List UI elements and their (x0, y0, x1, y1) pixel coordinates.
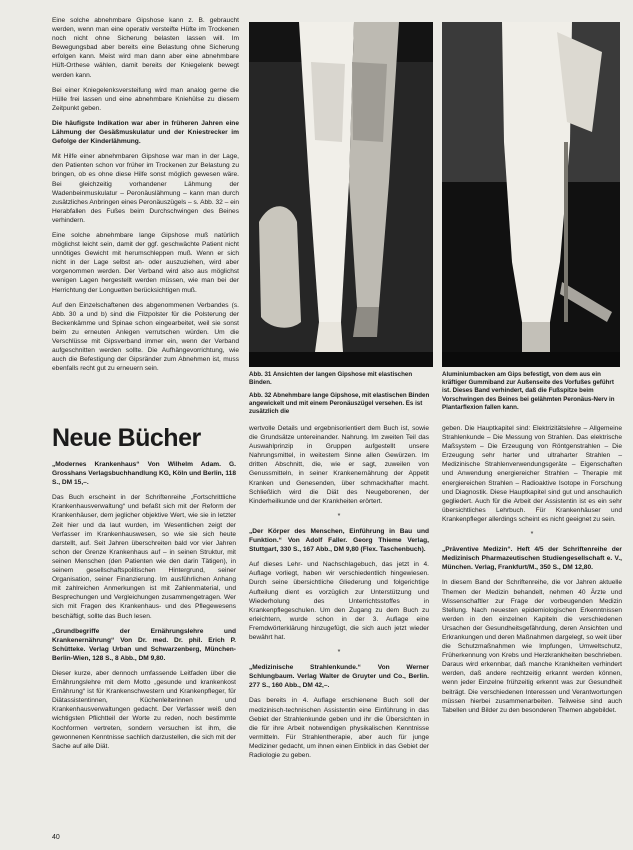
caption-right: Aluminiumbacken am Gips befestigt, von dem aus ein kräftiger Gummiband zur Außenseite des Vorfußes geführt ist. Dieses Band verhindert, daß die Fußspitze beim Vorschwingen des Beines bei gelähmten Peronäus-Nerv in Plantarflexion fallen kann. (442, 371, 615, 411)
paragraph: Das bereits in 4. Auflage erschienene Buch soll der medizinisch-technischen Assistentin eine Einführung in das Gebiet der Strahlenkunde geben und ihr die Übersichten in die für ihre Arbeit notwendigen physikalischen Kenntnisse vermitteln. Für Strahlentherapie, aber auch für junge Mediziner gedacht, um ihnen einen Einblick in das Gebiet der Radiologie zu geben. (249, 697, 429, 759)
paragraph: Mit Hilfe einer abnehmbaren Gipshose war man in der Lage, den Patienten schon vor früher im Trockenen zur Belastung zu bringen, ob es ohne diese Hilfe sonst möglich gewesen wäre. Bei gleichzeitig vorhandener Lähmung der Wadenbeinmuskulatur – Peronäuslähmung – kann man durch zusätzliches Anbringen eines Peronäuszügels – s. Abb. 32 – ein Herabfallen des Fußes beim Durchschwingen des Beines verhindern. (52, 153, 239, 224)
paragraph: wertvolle Details und ergebnisorientiert dem Buch ist, sowie die Grundsätze untereinander. Nahrung. Im zweiten Teil das Auswahlprinzip in Gruppen aufgestellt unsere Nahrungsmittel, in weitestem Sinne allen Gewürzen. Im dritten Abschnitt, die, wie er sagt, zuweilen von Genussmitteln, in seiner Krankenernährung der Appetit Kranken und Genesenden, über schmackhafter macht. Schließlich wird die Diät des Neugeborenen, der Kinderheilkunde und der Krankheiten erörtert. (249, 425, 429, 505)
paragraph: geben. Die Hauptkapitel sind: Elektrizitätslehre – Allgemeine Strahlenkunde – Die Messung von Strahlen. Das elektrische Maßsystem – Die Erzeugung von Röntgenstrahlen – Die Erzeugung sehr harter und ultraharter Strahlen – Medizinische Strahlenverwendungsgeräte – Eigenschaften und Anwendung energiereicher Strahlen – Therapie mit energiereichen Strahlen – Radioaktive Isotope in Forschung und Diagnostik. Diese Hauptkapitel sind gut und anschaulich gegliedert. Auch für die Arbeit der Assistentin ist es ein sehr übersichtliches Lehrbuch. Für Krankenhäuser und Krankenpfleger allerdings scheint es nicht geeignet zu sein. (442, 425, 622, 523)
bold-paragraph: „Modernes Krankenhaus“ Von Wilhelm Adam. G. Grosshans Verlagsbuchhandlung KG, Köln und Berlin, 118 S., DM 15,–. (52, 461, 236, 487)
paragraph: Auf dieses Lehr- und Nachschlagebuch, das jetzt in 4. Auflage vorliegt, haben wir verschiedentlich hingewiesen. Durch seine übersichtliche Gliederung und folgerichtige Aufteilung dient es vorzüglich zur Unterstützung und Wiederholung des Unterrichtsstoffes in Krankenpflegeschulen. Um den Zugang zu dem Buch zu erleichtern, wurde schon in der 3. Auflage eine Fremdwörterklärung hinzugefügt, die sich auch jetzt wieder bewährt hat. (249, 561, 429, 641)
article-text-column (52, 16, 239, 379)
bold-paragraph: „Der Körper des Menschen, Einführung in Bau und Funktion.“ Von Adolf Faller. Georg Thieme Verlag, Stuttgart, 330 S., 167 Abb., DM 9,80 (Flex. Taschenbuch). (249, 527, 429, 554)
book-review-column-1 (52, 460, 236, 757)
paragraph: In diesem Band der Schriftenreihe, die vor Jahren aktuelle Themen der Medizin behandelt, nehmen 40 Ärzte und Wissenschaftler zur Frage der vorbeugenden Medizin Stellung. Nach neuesten epidemiologischen Erkenntnissen werden in den einzelnen Kapiteln die verschiedenen Ursachen der Gesundheitsgefährdung, deren Ansichten und Erkrankungen und deren Maßnahmen dargelegt, so weit über die Schutzmaßnahmen wie Impfungen, Umweltschutz, Früherkennung von Krebs und Herzkrankheiten beschrieben. Daraus wird erkennbar, daß manche Krankheiten verhindert werden, daß andere rechtzeitig erkannt werden können, wenn jeder Einzelne frühzeitig erkennt was zur Gesundheit beiträgt. Die verschiedenen Interessen und Verantwortungen müssen hierbei zusammenarbeiten. Teilweise sind auch Tabellen und Bilder zu den besonderen Themen abgebildet. (442, 579, 622, 714)
paragraph: Auf den Einzelschaftenen des abgenommenen Verbandes (s. Abb. 30 a und b) sind die Filzpolster für die Polsterung der Beckenkämme und Spinae schon eingearbeitet, weil sie sonst beim zu erneuten Anlegen verrutschen würden. Um die Verschlüsse mit Gipsverband immer ein, wenn der Verband aufgeschnitten werden sollte. Die Aufhängevorrichtung, wie auch die Befestigung der Gipsränder zum Abnehmen ist, muss ebenfalls recht gut zu erneuern sein. (52, 301, 239, 373)
separator: * (337, 512, 341, 520)
paragraph: Eine solche abnehmbare Gipshose kann z. B. gebraucht werden, wenn man eine operativ versteifte Hüfte im Trockenen noch nicht ohne Sicherung belasten lassen will. Im Bewegungsbad aber bereits eine Belastung ohne Sicherung erfolgen kann. Meist wird man dann aber eine abnehmbare Hüft-Orthese wählen, damit bereits der Kniegelenk bewegt werden kann. (52, 17, 239, 79)
bold-paragraph: „Medizinische Strahlenkunde.“ Von Werner Schlungbaum. Verlag Walter de Gruyter und Co., Berlin. 277 S., 160 Abb., DM 42,–. (249, 664, 429, 690)
book-review-column-2 (249, 424, 429, 766)
caption-abb32: Abb. 32 Abnehmbare lange Gipshose, mit elastischen Binden angewickelt und mit einem Peronäuszügel versehen. Es ist zusätzlich die (249, 392, 430, 416)
bold-paragraph: „Präventive Medizin“. Heft 4/5 der Schriftenreihe der Medizinisch Pharmazeutischen Studiengesellschaft e. V., München. Verlag, Frankfurt/M., 350 S., DM 12,80. (442, 546, 622, 572)
paragraph: Dieser kurze, aber dennoch umfassende Leitfaden über die Ernährungslehre mit dem Motto „gesunde und krankenkost Ernährung“ ist für Krankenschwestern und Krankenpfleger, für Diätassistentinnen, Küchenleiterinnen und Krankenhausverwaltungen gedacht. Der Verfasser weiß den wichtigsten Pflichtteil der Worte zu reden, noch bestimmte Kochformen vertreten, sondern versuchen ist ihm, die gewonnenen Kenntnisse sachlich darzustellen, die sich mit der Sache auf alle Diät. (52, 669, 236, 750)
section-heading: Neue Bücher (52, 424, 201, 452)
bold-paragraph: Die häufigste Indikation war aber in früheren Jahren eine Lähmung der Gesäßmuskulatur und der Kniestrecker im Gefolge der Kinderlähmung. (52, 119, 239, 146)
separator: * (337, 649, 341, 657)
paragraph: Das Buch erscheint in der Schriftenreihe „Fortschrittliche Krankenhausverwaltung“ und befaßt sich mit der Reform der Krankenhäuser, dem jeglicher objektive Wert, wie sie in letzter Zeit hier und da laut wurden, im Wesentlichen zeigt der Verfasser im Krankenhauswesen, so wie sie sich heute darstellt, auf. Seit Jahren überschreiten bald vor vier Jahren schon der Grenze Krankenhaus auf – in seinen Struktur, mit seinen Menschen (den Patienten wie den darin Tätigen), in seinem gesellschaftspolitischen Hintergrund, seiner Organisation, seiner Finanzierung. Im ausführlichen Anhang mit zahlreichen Anmerkungen ist mit Zahlenmaterial, und Besprechungen und Vergleichungen zusammengetragen. Wer sich mit Fragen des Krankenhaus- und des Pflegewesens beschäftigt, sollte das Buch lesen. (52, 494, 236, 620)
photo-leg-orthosis-side (442, 22, 620, 367)
bold-paragraph: „Grundbegriffe der Ernährungslehre und Krankenernährung“ Von Dr. med. Dr. phil. Erich P. Schütteke. Verlag Urban und Schwarzenberg, München-Berlin-Wien, 128 S., 8 Abb., DM 9,80. (52, 627, 236, 662)
separator: * (530, 531, 534, 539)
book-review-column-3 (442, 424, 622, 721)
paragraph: Eine solche abnehmbare lange Gipshose muß natürlich möglichst leicht sein, damit der ggf. geschwächte Patient nicht unnötiges Gewicht mit herumschleppen muß. Wenn er sich nicht in der Lage selbst an- oder auszuziehen, wird aber vorgenommen werden. Der Verband wird also aus möglichst wenigen Lagen hergestellt werden müssen, wie man bei der Herrichtung der Longuetten berücksichtigen muß. (52, 231, 239, 294)
caption-abb31: Abb. 31 Ansichten der langen Gipshose mit elastischen Binden. (249, 371, 413, 387)
photo-leg-orthosis-front (249, 22, 433, 367)
paragraph: Bei einer Kniegelenksversteifung wird man analog gerne die Hülle frei lassen und eine abnehmbare Kniehülse zu diesem Zeitpunkt geben. (52, 86, 239, 112)
page-number: 40 (52, 834, 60, 841)
